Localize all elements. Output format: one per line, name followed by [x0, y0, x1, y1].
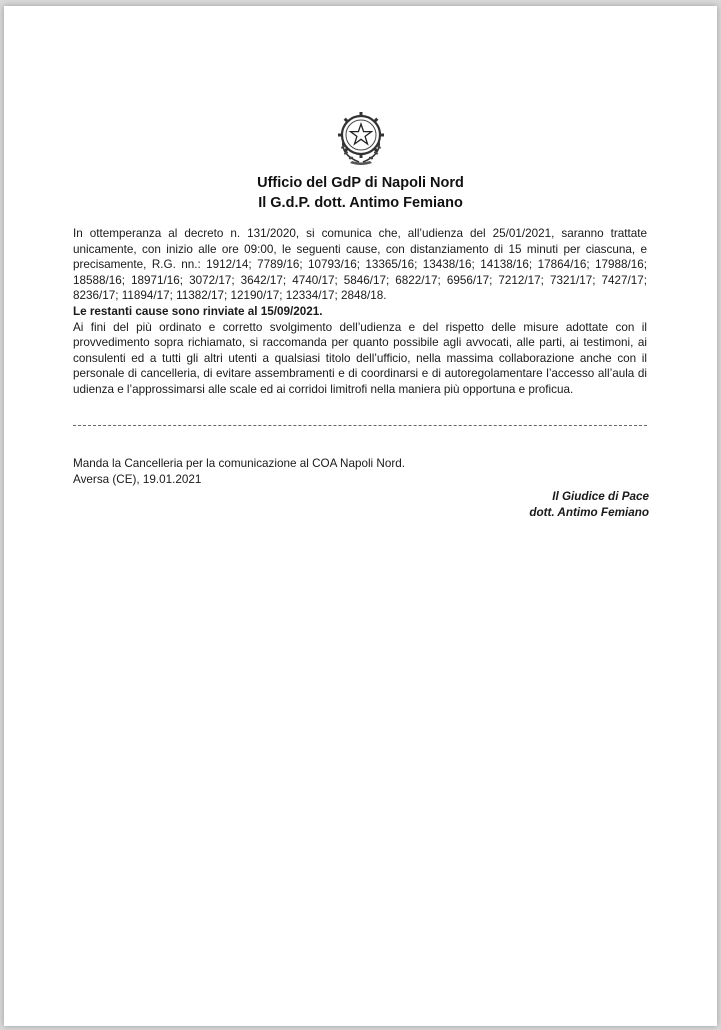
signature-title: Il Giudice di Pace	[552, 490, 649, 503]
italian-republic-emblem-icon	[335, 109, 387, 167]
footer-block	[73, 456, 473, 488]
office-title: Ufficio del GdP di Napoli Nord	[257, 175, 464, 191]
signature-name: dott. Antimo Femiano	[529, 506, 649, 519]
notice-body	[73, 226, 647, 398]
judge-title: Il G.d.P. dott. Antimo Femiano	[258, 195, 463, 211]
document-page	[4, 6, 717, 1026]
signature-block	[529, 489, 649, 521]
footer-place-date: Aversa (CE), 19.01.2021	[73, 473, 202, 486]
dashed-separator	[73, 425, 647, 426]
notice-paragraph-recommendations: Ai fini del più ordinato e corretto svolgimento dell’udienza e del rispetto delle misure adottate con il provvedimento sopra richiamato, si raccomanda per quanto possibile agli avvocati, alle parti, ai testimoni, ai consulenti ed a tutti gli altri utenti a qualsiasi titolo dell’ufficio, nella massima collaborazione anche con il personale di cancelleria, di evitare assembramenti e di coordinarsi e di autoregolamentare l’accesso all’aula di udienza e l’approssimarsi alle scale ed ai corridoi limitrofi nella maniera più opportuna e proficua.	[73, 320, 647, 396]
notice-paragraph-hearing: In ottemperanza al decreto n. 131/2020, si comunica che, all’udienza del 25/01/2021, saranno trattate unicamente, con inizio alle ore 09:00, le seguenti cause, con distanziamento di 15 minuti per ciascuna, e precisamente, R.G. nn.: 1912/14; 7789/16; 10793/16; 13365/16; 13438/16; 14138/16; 17864/16; 17988/16; 18588/16; 18971/16; 3072/17; 3642/17; 4740/17; 5846/17; 6822/17; 6956/17; 7212/17; 7321/17; 7427/17; 8236/17; 11894/17; 11382/17; 12190/17; 12334/17; 2848/18.	[73, 227, 647, 303]
notice-postponement: Le restanti cause sono rinviate al 15/09/2021.	[73, 304, 323, 318]
footer-communication: Manda la Cancelleria per la comunicazione al COA Napoli Nord.	[73, 457, 405, 470]
